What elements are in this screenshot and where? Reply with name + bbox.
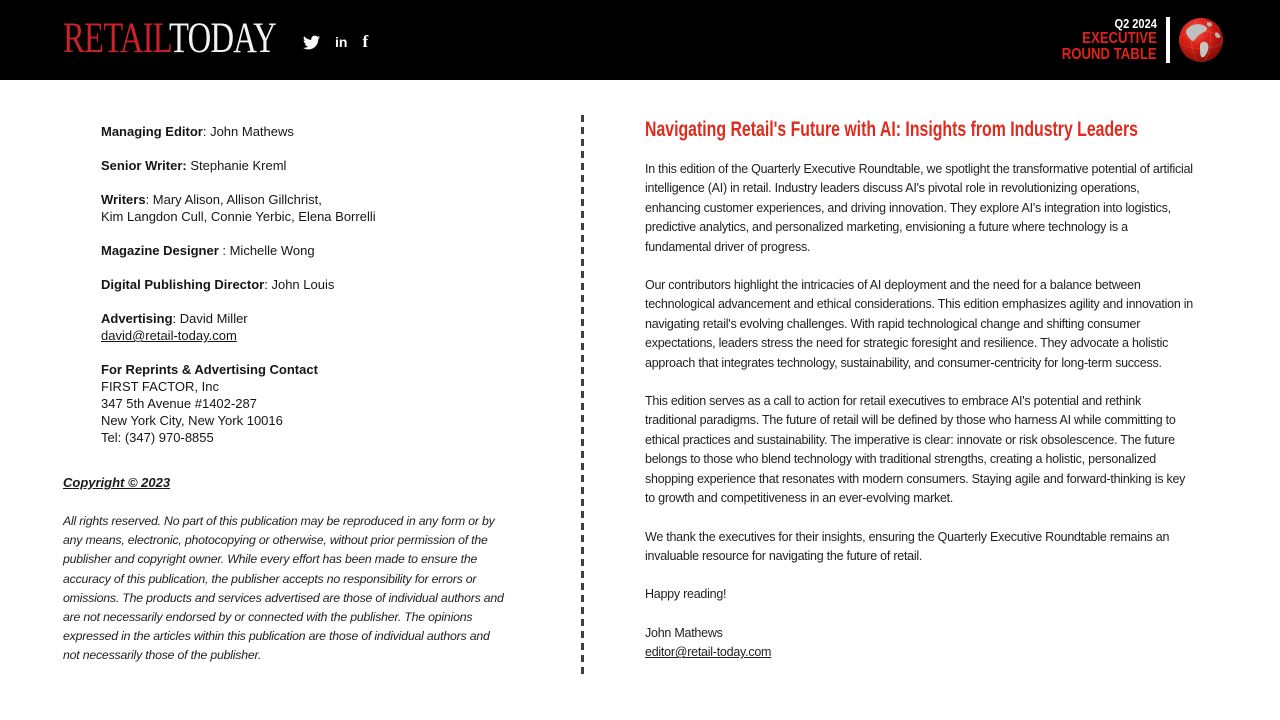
masthead-label: Advertising	[101, 311, 173, 326]
copyright-heading: Copyright © 2023	[63, 475, 171, 490]
reprints-address1: 347 5th Avenue #1402-287	[101, 396, 257, 411]
masthead-entry-senior-writer	[101, 157, 451, 174]
reprints-phone: Tel: (347) 970-8855	[101, 430, 214, 445]
column-divider-dashed	[581, 115, 584, 678]
masthead-value: : Michelle Wong	[218, 243, 315, 258]
masthead	[101, 123, 451, 463]
masthead-entry-magazine-designer	[101, 242, 451, 259]
article-paragraph-1: In this edition of the Quarterly Executive Roundtable, we spotlight the transformative potential of artificial intelligence (AI) in retail. Industry leaders discuss AI's pivotal role in revolutionizing operations, enhancing customer experiences, and driving innovation. They explore AI's integration into logistics, predictive analytics, and personalized marketing, envisioning a future where technology is a fundamental driver of progress.	[645, 162, 1193, 254]
masthead-value: : John Mathews	[202, 124, 294, 139]
reprints-contact-block	[101, 361, 451, 446]
masthead-label: Magazine Designer	[101, 243, 219, 258]
masthead-value-line2: Kim Langdon Cull, Connie Yerbic, Elena Borrelli	[101, 209, 376, 224]
article-paragraph-4: We thank the executives for their insights, ensuring the Quarterly Executive Roundtable remains an invaluable resource for navigating the future of retail.	[645, 529, 1170, 563]
masthead-value: Stephanie Kreml	[186, 158, 287, 173]
masthead-value: : John Louis	[264, 277, 335, 292]
masthead-entry-managing-editor	[101, 123, 451, 140]
issue-quarter: Q2 2024	[1114, 16, 1157, 31]
masthead-entry-digital-publishing-director	[101, 276, 451, 293]
issue-line1: EXECUTIVE	[1082, 30, 1157, 47]
signature-block	[645, 624, 1193, 663]
linkedin-icon[interactable]: in	[335, 34, 348, 50]
top-banner	[0, 0, 1280, 80]
editor-email-link[interactable]: editor@retail-today.com	[645, 645, 772, 660]
masthead-entry-writers	[101, 191, 451, 225]
twitter-icon[interactable]	[303, 33, 320, 51]
globe-icon	[1178, 17, 1224, 63]
copyright-section	[63, 474, 505, 666]
reprints-heading: For Reprints & Advertising Contact	[101, 362, 318, 377]
article-title: Navigating Retail's Future with AI: Insights from Industry Leaders	[645, 118, 1138, 141]
issue-separator-bar	[1166, 17, 1170, 63]
reprints-address2: New York City, New York 10016	[101, 413, 283, 428]
editor-letter-article	[645, 117, 1193, 663]
article-closing: Happy reading!	[645, 587, 727, 602]
masthead-entry-advertising	[101, 310, 451, 344]
masthead-value: : David Miller	[172, 311, 248, 326]
article-paragraph-2: Our contributors highlight the intricacies of AI deployment and the need for a balance between technological advancement and ethical considerations. This edition emphasizes agility and innovation in navigating retail's evolving challenges. With rapid technological change and shifting consumer expectations, leaders stress the need for strategic foresight and resilience. They advocate a holistic approach that integrates technology, sustainability, and consumer-centricity for long-term success.	[645, 278, 1193, 370]
logo-today: TODAY	[168, 15, 276, 62]
facebook-icon[interactable]: f	[362, 32, 369, 51]
article-paragraph-3: This edition serves as a call to action for retail executives to embrace AI's potential and rethink traditional paradigms. The future of retail will be defined by those who harness AI while committing to ethical practices and sustainability. The imperative is clear: innovate or risk obsolescence. The future belongs to those who blend technology with traditional strengths, creating a holistic, personalized shopping experience that resonates with modern consumers. Staying agile and forward-thinking is key to growth and competitiveness in an ever-evolving market.	[645, 394, 1186, 506]
copyright-body: All rights reserved. No part of this publication may be reproduced in any form or by any means, electronic, photocopying or otherwise, without prior permission of the publisher and copyright owner. While every effort has been made to ensure the accuracy of this publication, the publisher accepts no responsibility for errors or omissions. The products and services advertised are those of individual authors and are not necessarily endorsed by or connected with the publisher. The opinions expressed in the articles within this publication are those of individual authors and not necessarily those of the publisher.	[63, 514, 504, 663]
masthead-label: Managing Editor	[101, 124, 203, 139]
magazine-logo	[63, 14, 276, 63]
masthead-value: : Mary Alison, Allison Gillchrist,	[145, 192, 322, 207]
logo-retail: RETAIL	[63, 15, 169, 62]
signature-name: John Mathews	[645, 625, 723, 640]
masthead-label: Writers	[101, 192, 146, 207]
social-links	[303, 33, 368, 51]
masthead-label: Digital Publishing Director	[101, 277, 265, 292]
issue-branding	[1045, 0, 1224, 80]
reprints-company: FIRST FACTOR, Inc	[101, 379, 219, 394]
masthead-label: Senior Writer:	[101, 158, 187, 173]
issue-line2: ROUND TABLE	[1062, 46, 1157, 63]
advertising-email-link[interactable]: david@retail-today.com	[101, 328, 237, 343]
